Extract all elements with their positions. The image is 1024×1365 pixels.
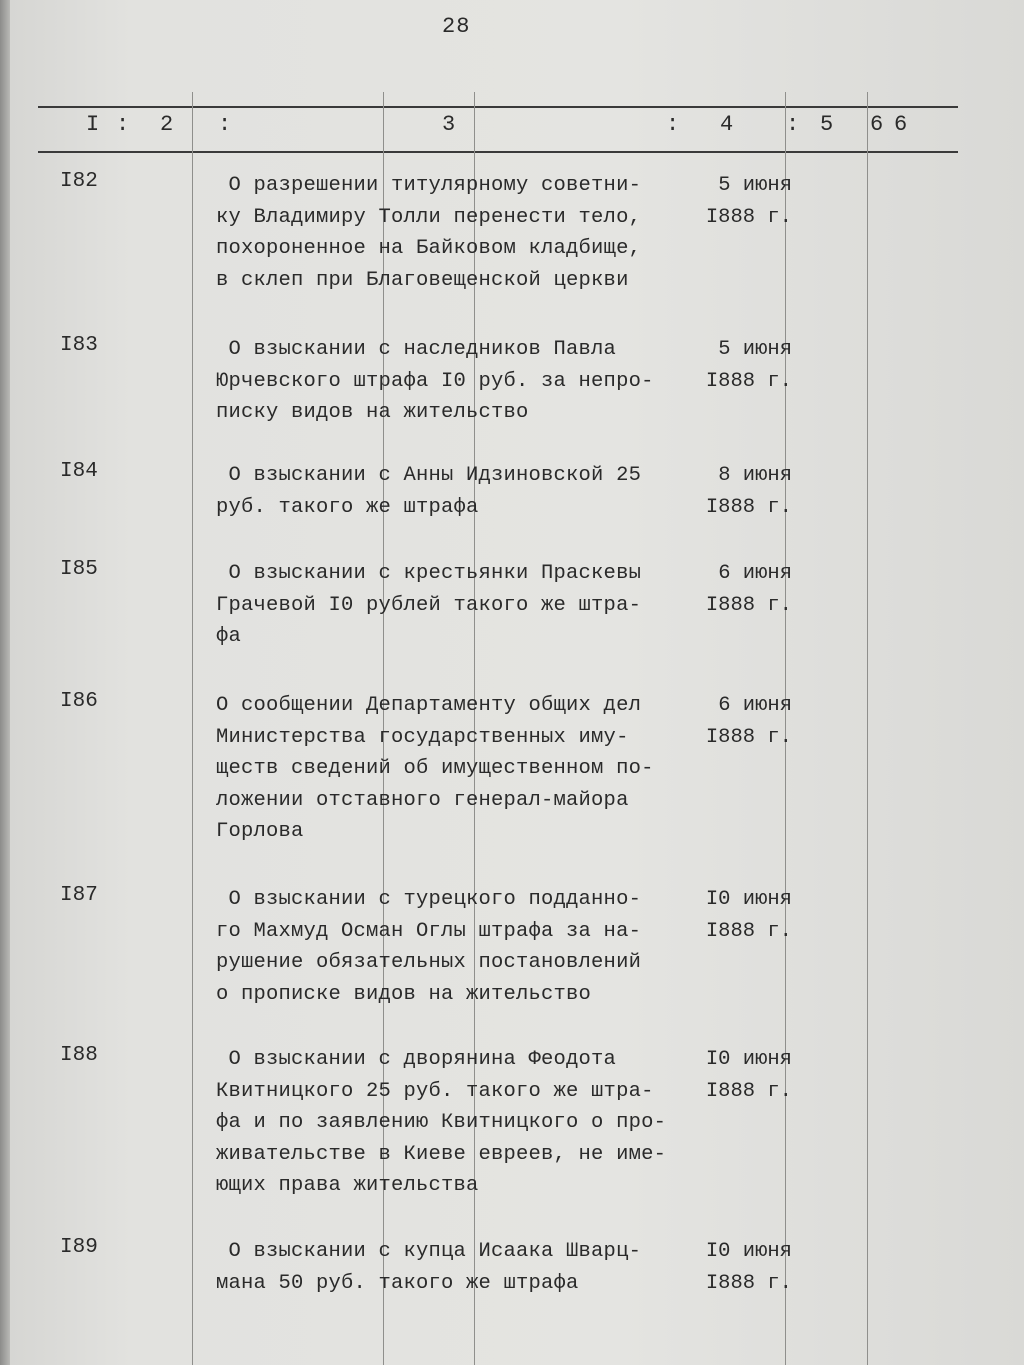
entry-text: О взыскании с Анны Идзиновской 25 руб. такого же штрафа [216,464,642,519]
entry-date: 6 июня I888 г. [705,562,792,617]
entry-text: О взыскании с наследников Павла Юрчевского штрафа I0 руб. за непро- писку видов на жительство [216,338,654,424]
header-col-5: 5 [820,112,834,137]
entry-text: О взыскании с турецкого подданно- го Махмуд Осман Оглы штрафа за на- рушение обязательных постановлений о прописке видов на жительство [216,888,642,1006]
table-header [10,112,1024,146]
header-col-2: 2 [160,112,174,137]
header-separator: : [786,112,800,137]
entry-number: I84 [60,460,98,483]
entry-number: I83 [60,334,98,357]
entry-number: I86 [60,690,98,713]
entry-date: 6 июня I888 г. [705,694,792,749]
header-col-3: 3 [442,112,456,137]
entry-number: I82 [60,170,98,193]
header-rule-top [38,106,958,108]
entry-date: I0 июня I888 г. [705,1048,792,1103]
header-col-6: 6 [870,112,884,137]
page-edge [0,0,10,1365]
entry-date: I0 июня I888 г. [705,888,792,943]
document-page [10,0,1024,1365]
column-divider [867,92,868,1365]
entry-text: О сообщении Департаменту общих дел Министерства государственных иму- ществ сведений об имущественном по- ложении отставного генерал-майора Горлова [216,694,654,843]
header-rule-bottom [38,151,958,153]
header-col-4: 4 [720,112,734,137]
page-number: 28 [442,14,471,39]
entry-text: О взыскании с дворянина Феодота Квитницкого 25 руб. такого же штра- фа и по заявлению Квитницкого о про- живательстве в Киеве евреев, не име- ющих права жительства [216,1048,667,1197]
entry-date: 5 июня I888 г. [705,174,792,229]
entry-number: I88 [60,1044,98,1067]
entry-number: I85 [60,558,98,581]
header-separator: : [666,112,680,137]
entry-date: 5 июня I888 г. [705,338,792,393]
header-separator: : [218,112,232,137]
header-col-1: I [86,112,100,137]
entry-number: I87 [60,884,98,907]
entry-text: О взыскании с крестьянки Праскевы Грачевой I0 рублей такого же штра- фа [216,562,642,648]
header-separator: : [116,112,130,137]
entry-date: I0 июня I888 г. [705,1240,792,1295]
entry-text: О разрешении титулярному советни- ку Владимиру Толли перенести тело, похороненное на Байковом кладбище, в склеп при Благовещенской церкви [216,174,642,292]
entry-number: I89 [60,1236,98,1259]
entry-date: 8 июня I888 г. [705,464,792,519]
entry-text: О взыскании с купца Исаака Шварц- мана 50 руб. такого же штрафа [216,1240,642,1295]
header-col-6b: 6 [894,112,908,137]
column-divider [192,92,193,1365]
